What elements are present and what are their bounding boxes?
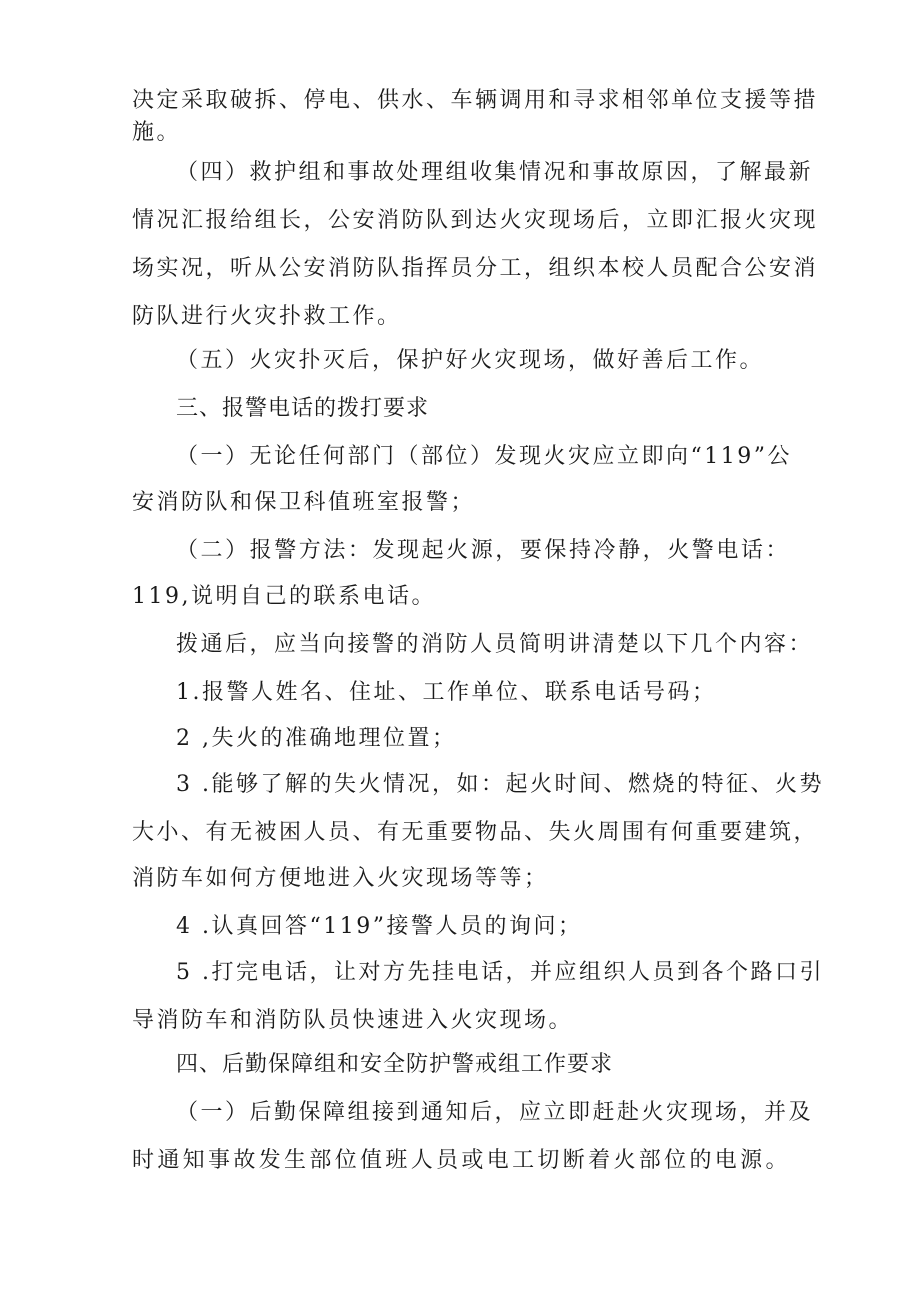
list-item-1: 1.报警人姓名、住址、工作单位、联系电话号码；	[176, 680, 717, 705]
paragraph-line: 拨通后，应当向接警的消防人员简明讲清楚以下几个内容：	[176, 632, 814, 657]
paragraph-item-1: （一）后勤保障组接到通知后，应立即赶赴火灾现场，并及	[176, 1100, 814, 1125]
section-heading-4: 四、后勤保障组和安全防护警戒组工作要求	[176, 1052, 614, 1077]
section-heading-3: 三、报警电话的拨打要求	[176, 396, 430, 421]
list-item-2: 2 ,失火的准确地理位置；	[176, 726, 457, 751]
body-line: 大小、有无被困人员、有无重要物品、失火周围有何重要建筑，	[132, 820, 819, 845]
list-item-4: 4 .认真回答“119”接警人员的询问；	[176, 914, 583, 939]
body-line: 安消防队和保卫科值班室报警；	[132, 490, 476, 515]
body-line: 情况汇报给组长，公安消防队到达火灾现场后，立即汇报火灾现	[132, 208, 819, 233]
paragraph-item-2: （二）报警方法：发现起火源，要保持冷静，火警电话：	[176, 538, 790, 563]
body-line: 场实况，听从公安消防队指挥员分工，组织本校人员配合公安消	[132, 256, 819, 281]
paragraph-item-4: （四）救护组和事故处理组收集情况和事故原因，了解最新	[176, 160, 814, 185]
body-line: 防队进行火灾扑救工作。	[132, 304, 402, 329]
body-line: 时通知事故发生部位值班人员或电工切断着火部位的电源。	[132, 1148, 790, 1173]
paragraph-item-1: （一）无论任何部门（部位）发现火灾应立即向“119”公	[176, 444, 792, 469]
list-item-5: 5 .打完电话，让对方先挂电话，并应组织人员到各个路口引	[176, 960, 824, 985]
body-line: 导消防车和消防队员快速进入火灾现场。	[132, 1008, 574, 1033]
body-line: 消防车如何方便地进入火灾现场等等；	[132, 866, 549, 891]
body-line: 决定采取破拆、停电、供水、车辆调用和寻求相邻单位支援等措	[132, 88, 819, 113]
paragraph-item-5: （五）火灾扑灭后，保护好火灾现场，做好善后工作。	[176, 348, 765, 373]
list-item-3: 3 .能够了解的失火情况，如：起火时间、燃烧的特征、火势	[176, 772, 824, 797]
body-line: 119,说明自己的联系电话。	[132, 584, 436, 609]
body-line: 施。	[132, 120, 182, 145]
